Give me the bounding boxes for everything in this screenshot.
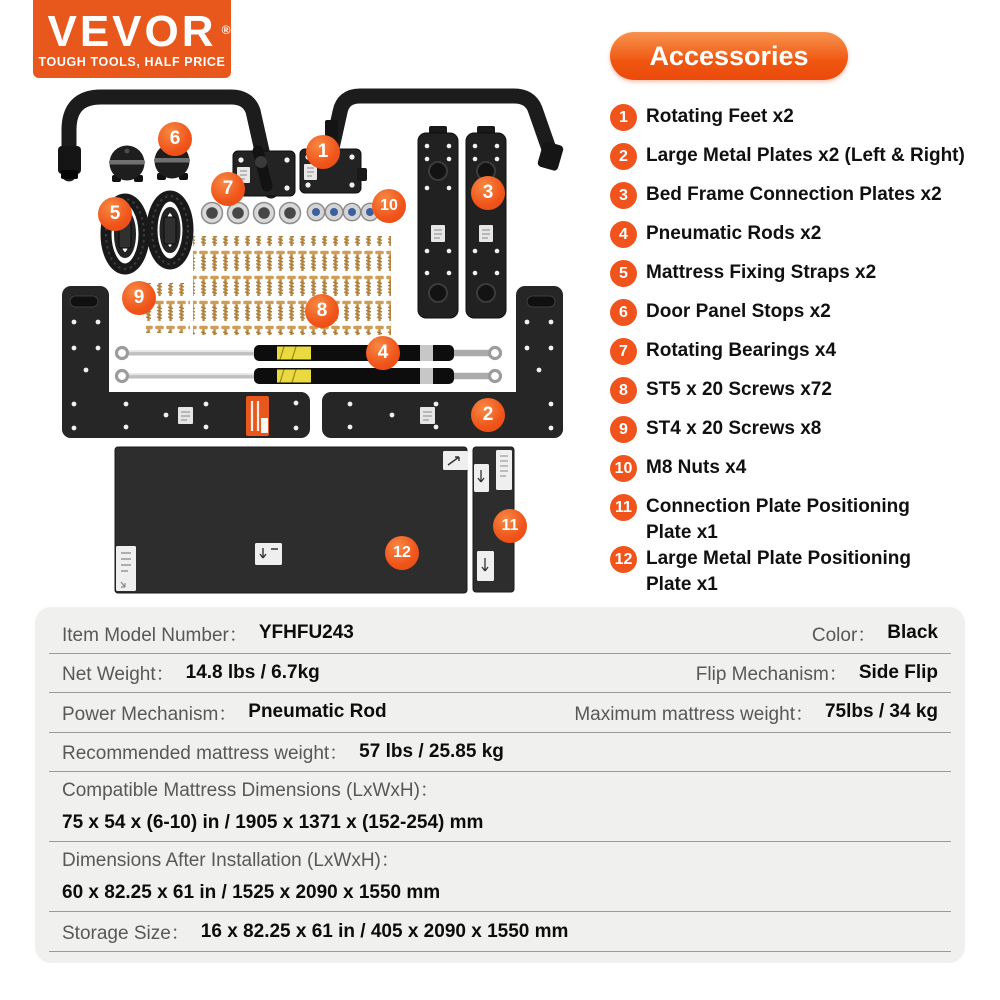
spec-value: YFHFU243 <box>258 622 354 644</box>
diagram-badge-6: 6 <box>158 122 192 156</box>
accessory-label: ST4 x 20 Screws x8 <box>646 418 822 439</box>
accessory-label: Connection Plate Positioning <box>646 496 910 517</box>
diagram-badge-5: 5 <box>98 197 132 231</box>
st5-screws-field <box>193 236 391 335</box>
brand-name-text: VEVOR <box>47 7 217 56</box>
accessory-label: Door Panel Stops x2 <box>646 301 831 322</box>
spec-value: 75 x 54 x (6-10) in / 1905 x 1371 x (152-254) mm <box>62 812 484 833</box>
item-number-badge: 5 <box>610 260 637 287</box>
item-number-badge: 7 <box>610 338 637 365</box>
large-plate-positioning-plate <box>115 447 468 593</box>
accessory-label: Rotating Feet x2 <box>646 106 794 127</box>
accessories-header: Accessories <box>610 32 848 80</box>
spec-value: Side Flip <box>858 661 938 683</box>
diagram-badge-9: 9 <box>122 281 156 315</box>
spec-value: 75lbs / 34 kg <box>824 701 938 723</box>
spec-value: 60 x 82.25 x 61 in / 1525 x 2090 x 1550 mm <box>62 882 441 903</box>
rotating-bearings <box>202 203 301 224</box>
item-number-badge: 10 <box>610 455 637 482</box>
diagram-badge-7: 7 <box>211 172 245 206</box>
accessory-label: Rotating Bearings x4 <box>646 340 837 361</box>
item-number-badge: 11 <box>610 494 637 521</box>
accessory-label: Pneumatic Rods x2 <box>646 223 822 244</box>
item-number-badge: 3 <box>610 182 637 209</box>
pneumatic-rods <box>117 345 501 384</box>
item-number-badge: 1 <box>610 104 637 131</box>
spec-value: Black <box>887 622 938 644</box>
diagram-badge-12: 12 <box>385 536 419 570</box>
m8-nuts <box>307 203 378 220</box>
spec-label: Item Model Number： <box>62 624 248 646</box>
spec-value: Pneumatic Rod <box>248 701 387 723</box>
registered-mark: ® <box>221 23 231 37</box>
diagram-badge-1: 1 <box>306 135 340 169</box>
item-number-badge: 6 <box>610 299 637 326</box>
spec-label: Power Mechanism： <box>62 703 238 725</box>
item-number-badge: 12 <box>610 546 637 573</box>
spec-label: Dimensions After Installation (LxWxH)： <box>62 850 400 871</box>
diagram-badge-10: 10 <box>372 189 406 223</box>
spec-value: 16 x 82.25 x 61 in / 405 x 2090 x 1550 mm <box>200 920 569 942</box>
item-number-badge: 8 <box>610 377 637 404</box>
bed-frame-connection-plates <box>418 126 506 318</box>
accessory-label: Mattress Fixing Straps x2 <box>646 262 877 283</box>
spec-label: Compatible Mattress Dimensions (LxWxH)： <box>62 780 439 801</box>
spec-value: 57 lbs / 25.85 kg <box>359 740 504 762</box>
diagram-badge-11: 11 <box>493 509 527 543</box>
accessory-label: ST5 x 20 Screws x72 <box>646 379 832 400</box>
spec-label: Recommended mattress weight： <box>62 743 349 765</box>
spec-label: Storage Size： <box>62 923 190 944</box>
brand-tagline: TOUGH TOOLS, HALF PRICE <box>38 55 226 69</box>
item-number-badge: 9 <box>610 416 637 443</box>
diagram-badge-2: 2 <box>471 398 505 432</box>
accessory-label-line2: Plate x1 <box>646 522 718 543</box>
accessory-label: Large Metal Plate Positioning <box>646 548 911 569</box>
accessory-label-line2: Plate x1 <box>646 574 718 595</box>
diagram-badge-3: 3 <box>471 176 505 210</box>
spec-label: Flip Mechanism： <box>695 664 848 686</box>
spec-label: Color： <box>811 624 877 646</box>
item-number-badge: 4 <box>610 221 637 248</box>
accessory-label: M8 Nuts x4 <box>646 457 747 478</box>
accessory-label: Bed Frame Connection Plates x2 <box>646 184 942 205</box>
spec-label: Net Weight： <box>62 664 175 686</box>
spec-label: Maximum mattress weight： <box>574 703 814 725</box>
diagram-badge-4: 4 <box>366 336 400 370</box>
accessory-label: Large Metal Plates x2 (Left & Right) <box>646 145 965 166</box>
item-number-badge: 2 <box>610 143 637 170</box>
spec-value: 14.8 lbs / 6.7kg <box>185 661 320 683</box>
diagram-badge-8: 8 <box>305 294 339 328</box>
